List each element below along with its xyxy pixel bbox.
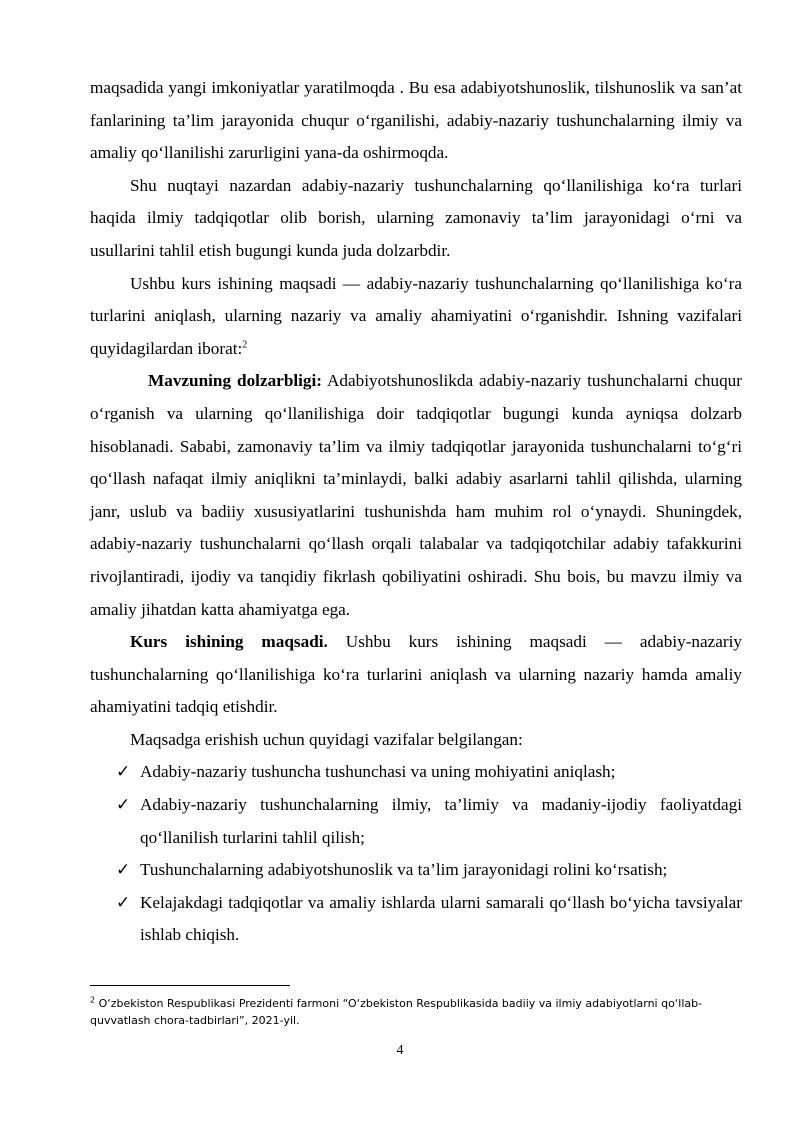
paragraph-intro: maqsadida yangi imkoniyatlar yaratilmoqda . Bu esa adabiyotshunoslik, tilshunoslik va san’at fanlarining ta’lim jarayonida chuqur o‘rganilishi, adabiy-nazariy tushunchalarning ilmiy va amaliy qo‘llanilishi zarurligini yana-da oshirmoqda. <box>90 78 742 163</box>
list-item-text: Kelajakdagi tadqiqotlar va amaliy ishlarda ularni samarali qo‘llash bo‘yicha tavsiyalar ishlab chiqish. <box>140 892 742 945</box>
footnote-number: 2 <box>90 995 96 1005</box>
list-item-text: Adabiy-nazariy tushunchalarning ilmiy, ta’limiy va madaniy-ijodiy faoliyatdagi qo‘llanilish turlarini tahlil qilish; <box>140 795 742 847</box>
paragraph-relevance-research: Shu nuqtayi nazardan adabiy-nazariy tushunchalarning qo‘llanilishiga ko‘ra turlari haqida ilmiy tadqiqotlar olib borish, ularning zamonaviy ta’lim jarayonidagi o‘rni va usullarini tahlil etish bugungi kunda juda dolzarbdir. <box>90 175 742 260</box>
paragraph-text: Ushbu kurs ishining maqsadi — adabiy-nazariy tushunchalarning qo‘llanilishiga ko‘ra turlarini aniqlash, ularning nazariy va amaliy ahamiyatini o‘rganishdir. Ishning vazifalari quyidagilardan iborat: <box>90 273 742 358</box>
footnote-reference[interactable]: 2 <box>242 339 248 351</box>
list-item-text: Adabiy-nazariy tushuncha tushunchasi va uning mohiyatini aniqlash; <box>140 762 616 782</box>
checkmark-icon: ✓ <box>116 795 131 816</box>
checkmark-icon: ✓ <box>116 762 131 783</box>
paragraph-text: Adabiyotshunoslikda adabiy-nazariy tushunchalarni chuqur o‘rganish va ularning qo‘llanilishiga doir tadqiqotlar bugungi kunda ayniqsa dolzarb hisoblanadi. Sababi, zamonaviy ta’lim va ilmiy tadqiqotlar jarayonida tushunchalarni to‘g‘ri qo‘llash nafaqat ilmiy aniqlikni ta’minlaydi, balki adabiy asarlarni tahlil qilishda, ularning janr, uslub va badiiy xususiyatlarini tushunishda ham muhim rol o‘ynaydi. Shuningdek, adabiy-nazariy tushunchalarni qo‘llash orqali talabalar va tadqiqotchilar adabiy tafakkurini rivojlantiradi, ijodiy va tanqidiy fikrlash qobiliyatini oshiradi. Shu bois, bu mavzu ilmiy va amaliy jihatdan katta ahamiyatga ega. <box>90 371 742 619</box>
paragraph-course-goal-intro <box>90 268 742 366</box>
paragraph-tasks-intro: Maqsadga erishish uchun quyidagi vazifalar belgilangan: <box>130 729 523 749</box>
paragraph-course-goal <box>90 626 742 724</box>
checkmark-icon: ✓ <box>116 860 131 881</box>
list-item <box>90 887 742 952</box>
page-number: 4 <box>396 1043 404 1058</box>
list-item <box>90 789 742 854</box>
paragraph-topic-relevance <box>90 365 742 626</box>
footnote <box>90 995 740 1029</box>
list-item <box>90 854 742 887</box>
course-goal-heading: Kurs ishining maqsadi. <box>130 632 328 652</box>
checkmark-icon: ✓ <box>116 892 131 913</box>
topic-relevance-heading: Mavzuning dolzarbligi: <box>148 371 323 391</box>
tasks-list <box>90 756 742 952</box>
paragraph-text: Ushbu kurs ishining maqsadi — adabiy-nazariy tushunchalarning qo‘llanilishiga ko‘ra turlarini aniqlash va ularning nazariy hamda amaliy ahamiyatini tadqiq etishdir. <box>90 632 742 717</box>
footnote-text: O‘zbekiston Respublikasi Prezidenti farmoni “O‘zbekiston Respublikasida badiiy va ilmiy adabiyotlarni qo‘llab-quvvatlash chora-tadbirlari”, 2021-yil. <box>90 997 703 1027</box>
list-item-text: Tushunchalarning adabiyotshunoslik va ta’lim jarayonidagi rolini ko‘rsatish; <box>140 860 668 880</box>
list-item <box>90 756 742 789</box>
footnote-divider <box>90 985 290 986</box>
